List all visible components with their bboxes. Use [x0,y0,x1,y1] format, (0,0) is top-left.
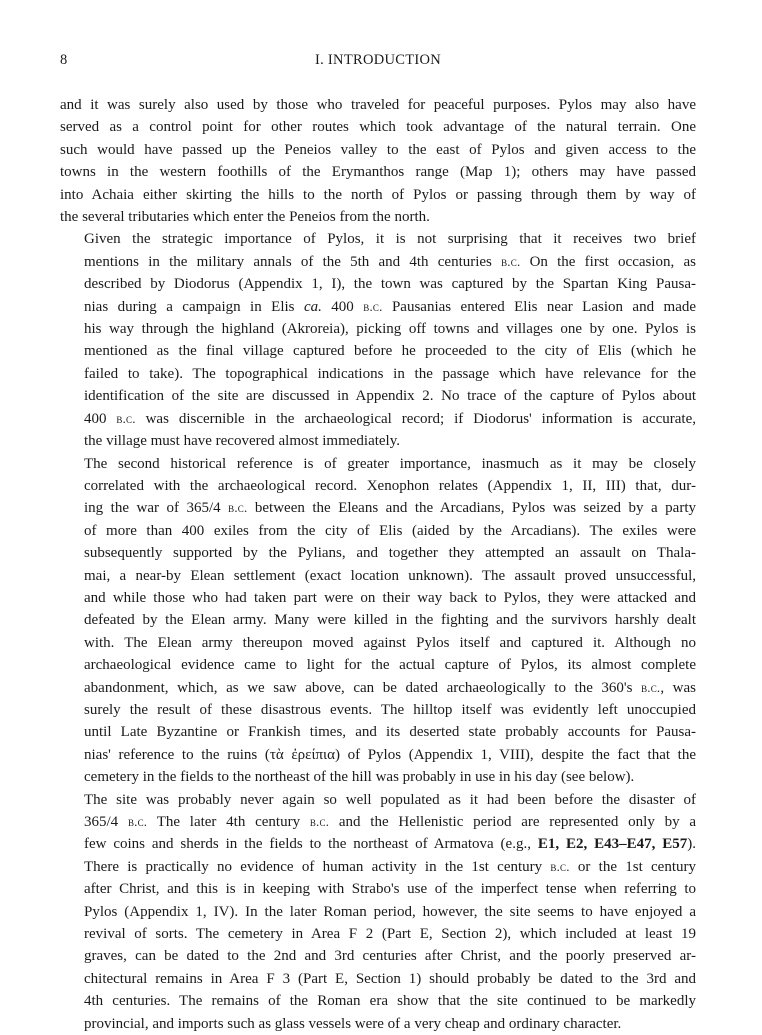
text-line: correlated with the archaeological record. Xenophon relates (Appendix 1, II, III) that, dur- [84,477,696,494]
text-line: failed to take). The topographical indications in the passage which have relevance for the [84,365,696,382]
text-line: the village must have recovered almost immediately. [84,433,401,450]
paragraph [60,228,696,452]
text-line: towns in the western foothills of the Erymanthos range (Map 1); others may have passed [60,164,696,181]
text-line: 400 b.c. was discernible in the archaeological record; if Diodorus' information is accurate, [84,410,696,427]
text-line: defeated by the Elean army. Many were killed in the fighting and the survivors harshly dealt [84,612,696,629]
text-line: There is practically no evidence of human activity in the 1st century b.c. or the 1st century [84,858,696,875]
text-line: of more than 400 exiles from the city of Elis (aided by the Arcadians). The exiles were [84,522,696,539]
text-line: into Achaia either skirting the hills to the north of Pylos or passing through them by way of [60,186,696,203]
text-line: the several tributaries which enter the Peneios from the north. [60,209,430,226]
text-line: his way through the highland (Akroreia), picking off towns and villages one by one. Pylos is [84,321,696,338]
text-line: surely the result of these disastrous events. The hilltop itself was evidently left unoccupied [84,701,696,718]
text-line: The site was probably never again so well populated as it had been before the disaster of [84,791,696,808]
text-line: described by Diodorus (Appendix 1, I), the town was captured by the Spartan King Pausa- [84,276,696,293]
text-line: cemetery in the fields to the northeast of the hill was probably in use in his day (see below). [84,769,635,786]
text-line: Pylos (Appendix 1, IV). In the later Roman period, however, the site seems to have enjoyed a [84,903,696,920]
text-line: subsequently supported by the Pylians, and together they attempted an assault on Thala- [84,545,696,562]
text-line: after Christ, and this is in keeping with Strabo's use of the imperfect tense when referring to [84,881,696,898]
text-line: provincial, and imports such as glass vessels were of a very cheap and ordinary character. [84,1015,622,1032]
text-line: revival of sorts. The cemetery in Area F 2 (Part E, Section 2), which included at least 19 [84,926,696,943]
text-line: archaeological evidence came to light for the actual capture of Pylos, its almost complete [84,657,696,674]
text-line: The second historical reference is of greater importance, inasmuch as it may be closely [84,455,696,472]
paragraph [60,453,696,789]
text-line: mai, a near-by Elean settlement (exact location unknown). The assault proved unsuccessful, [84,567,696,584]
paragraph [60,94,696,228]
text-line: chitectural remains in Area F 3 (Part E, Section 1) should probably be dated to the 3rd and [84,970,696,987]
text-line: mentioned as the final village captured before he proceeded to the city of Elis (which he [84,343,696,360]
text-line: served as a control point for other routes which took advantage of the natural terrain. One [60,119,696,136]
page-header [60,52,696,74]
text-line: and while those who had taken part were on their way back to Pylos, they were attacked and [84,589,696,606]
text-line: nias' reference to the ruins (τὰ ἐρείπια) of Pylos (Appendix 1, VIII), despite the fact that the [84,746,696,763]
text-line: identification of the site are discussed in Appendix 2. No trace of the capture of Pylos about [84,388,696,405]
text-line: and it was surely also used by those who traveled for peaceful purposes. Pylos may also have [60,97,696,113]
text-line: graves, can be dated to the 2nd and 3rd centuries after Christ, and the poorly preserved ar- [84,948,696,965]
text-line: nias during a campaign in Elis ca. 400 b.c. Pausanias entered Elis near Lasion and made [84,298,697,315]
text-line: 365/4 b.c. The later 4th century b.c. and the Hellenistic period are represented only by a [84,814,697,830]
text-line: with. The Elean army thereupon moved against Pylos itself and captured it. Although no [84,634,696,651]
running-head: I. INTRODUCTION [314,52,442,68]
body-text [60,94,696,1035]
text-line: 4th centuries. The remains of the Roman era show that the site continued to be markedly [84,993,696,1010]
text-line: such would have passed up the Peneios valley to the east of Pylos and given access to the [60,141,696,158]
text-line: ing the war of 365/4 b.c. between the Eleans and the Arcadians, Pylos was seized by a party [84,500,697,517]
text-line: abandonment, which, as we saw above, can be dated archaeologically to the 360's b.c., was [84,679,696,696]
paragraph [60,789,696,1035]
page-number: 8 [60,52,68,68]
book-page [60,52,696,1035]
text-line: until Late Byzantine or Frankish times, and its deserted state probably accounts for Pausa- [84,724,696,741]
text-line: mentions in the military annals of the 5th and 4th centuries b.c. On the first occasion, as [84,253,696,270]
text-line: few coins and sherds in the fields to the northeast of Armatova (e.g., E1, E2, E43–E47, E57). [84,836,696,853]
text-line: Given the strategic importance of Pylos, it is not surprising that it receives two brief [84,231,696,248]
